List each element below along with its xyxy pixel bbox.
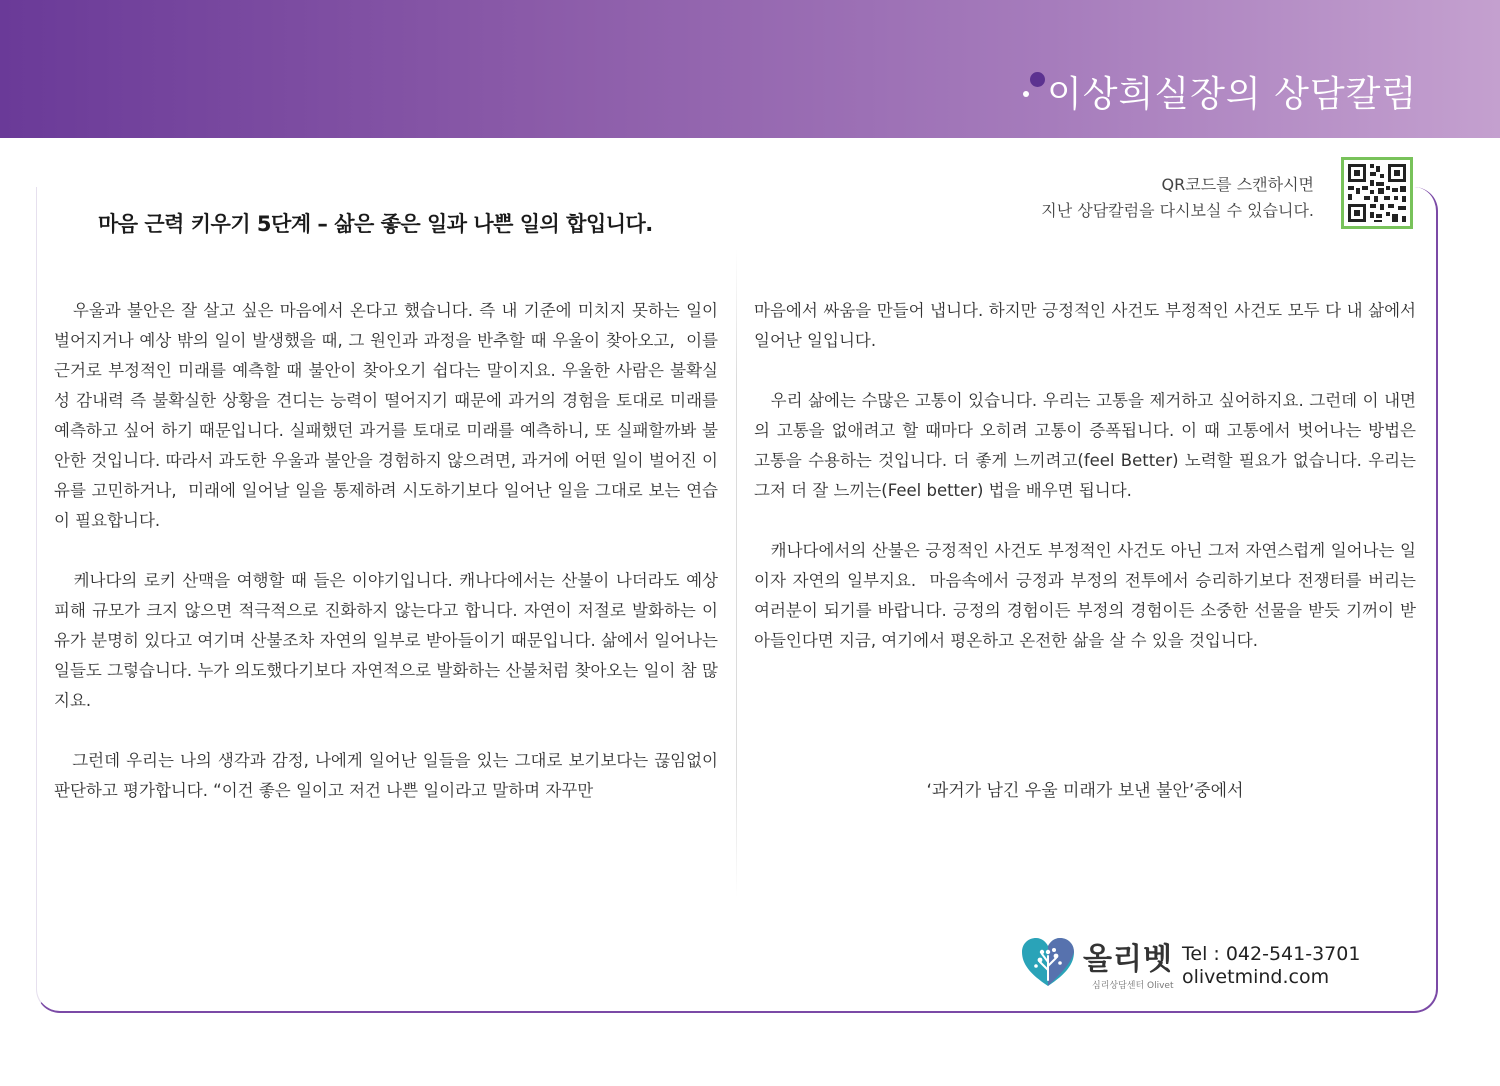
qr-code-graphic bbox=[1344, 160, 1410, 226]
dot-icon bbox=[1030, 72, 1045, 87]
article-column-left bbox=[54, 296, 724, 836]
logo-subtitle: 심리상담센터 Olivet bbox=[1092, 981, 1174, 991]
bullet-icon bbox=[1023, 91, 1029, 97]
header-banner bbox=[0, 0, 1500, 138]
column-divider bbox=[736, 248, 737, 898]
logo-name: 올리벳 bbox=[1083, 942, 1173, 977]
contact-info bbox=[1182, 943, 1360, 989]
paragraph: 케나다의 로키 산맥을 여행할 때 들은 이야기입니다. 캐나다에서는 산불이 나더라도 예상 피해 규모가 크지 않으면 적극적으로 진화하지 않는다고 합니다. 자연이 저절로 발화하는 이유가 분명히 있다고 여기며 산불조차 자연의 일부로 받아들이기 때문입니다. 삶에서 일어나는 일들도 그렇습니다. 누가 의도했다기보다 자연적으로 발화하는 산불처럼 찾아오는 일이 참 많지요. bbox=[54, 571, 724, 710]
book-source: ‘과거가 남긴 우울 미래가 보낸 불안’중에서 bbox=[926, 781, 1244, 801]
paragraph: 마음에서 싸움을 만들어 냅니다. 하지만 긍정적인 사건도 부정적인 사건도 모두 다 내 삶에서 일어난 일입니다. bbox=[754, 301, 1422, 350]
qr-caption bbox=[914, 172, 1314, 224]
heart-tree-logo-icon bbox=[1020, 936, 1076, 988]
paragraph: 우리 삶에는 수많은 고통이 있습니다. 우리는 고통을 제거하고 싶어하지요. 그런데 이 내면의 고통을 없애려고 할 때마다 오히려 고통이 증폭됩니다. 이 때 고통에서 벗어나는 방법은 고통을 수용하는 것입니다. 더 좋게 느끼려고(feel Better) 노력할 필요가 없습니다. 우리는 그저 더 잘 느끼는(Feel better) 법을 배우면 됩니다. bbox=[754, 391, 1422, 500]
paragraph: 우울과 불안은 잘 살고 싶은 마음에서 온다고 했습니다. 즉 내 기준에 미치지 못하는 일이 벌어지거나 예상 밖의 일이 발생했을 때, 그 원인과 과정을 반추할 때 우울이 찾아오고, 이를 근거로 부정적인 미래를 예측할 때 불안이 찾아오기 쉽다는 말이지요. 우울한 사람은 불확실성 감내력 즉 불확실한 상황을 견디는 능력이 떨어지기 때문에 과거의 경험을 토대로 미래를 예측하고 싶어 하기 때문입니다. 실패했던 과거를 토대로 미래를 예측하니, 또 실패할까봐 불안한 것입니다. 따라서 과도한 우울과 불안을 경험하지 않으려면, 과거에 어떤 일이 벌어진 이유를 고민하거나, 미래에 일어날 일을 통제하려 시도하기보다 일어난 일을 그대로 보는 연습이 필요합니다. bbox=[54, 301, 724, 530]
qr-caption-line1: QR코드를 스캔하시면 bbox=[1161, 175, 1314, 194]
column-title: 이상희실장의 상담칼럼 bbox=[1047, 74, 1418, 115]
paragraph: 그런데 우리는 나의 생각과 감정, 나에게 일어난 일들을 있는 그대로 보기보다는 끊임없이 판단하고 평가합니다. “이건 좋은 일이고 저건 나쁜 일이라고 말하며 자꾸만 bbox=[54, 751, 724, 800]
website-link[interactable]: olivetmind.com bbox=[1182, 966, 1330, 988]
article-column-right bbox=[754, 296, 1422, 686]
paragraph: 캐나다에서의 산불은 긍정적인 사건도 부정적인 사건도 아닌 그저 자연스럽게 일어나는 일이자 자연의 일부지요. 마음속에서 긍정과 부정의 전투에서 승리하기보다 전쟁터를 버리는 여러분이 되기를 바랍니다. 긍정의 경험이든 부정의 경험이든 소중한 선물을 받듯 기꺼이 받아들인다면 지금, 여기에서 평온하고 온전한 삶을 살 수 있을 것입니다. bbox=[754, 541, 1422, 650]
qr-caption-line2: 지난 상담칼럼을 다시보실 수 있습니다. bbox=[1041, 201, 1314, 220]
article-title: 마음 근력 키우기 5단계 – 삶은 좋은 일과 나쁜 일의 합입니다. bbox=[98, 212, 653, 236]
phone-number: Tel : 042-541-3701 bbox=[1182, 943, 1361, 965]
qr-code-icon[interactable] bbox=[1341, 157, 1413, 229]
